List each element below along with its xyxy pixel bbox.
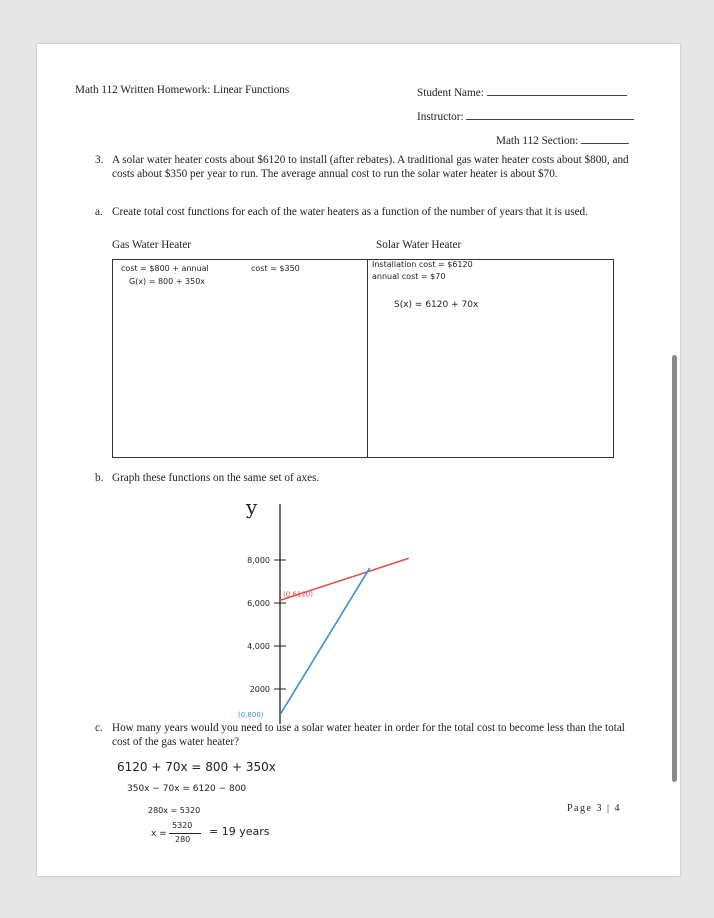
part-a-label: a. <box>95 206 103 218</box>
part-b-label: b. <box>95 472 104 484</box>
problem-text: A solar water heater costs about $6120 to install (after rebates). A traditional gas water heater costs about $800, and costs about $350 per year to run. The average annual cost to run the solar water heater is about $70. <box>112 154 629 180</box>
chart-labels <box>238 495 499 724</box>
y-tick-label: 2000 <box>249 685 270 694</box>
y-tick-label: 4,000 <box>247 642 270 651</box>
instructor-label: Instructor: <box>417 111 464 123</box>
solar-function: S(x) = 6120 + 70x <box>394 300 479 310</box>
vertical-scrollbar[interactable] <box>672 355 677 782</box>
solar-note-1: Installation cost = $6120 <box>372 260 473 269</box>
instructor-blank <box>466 108 634 120</box>
gas-function: G(x) = 800 + 350x <box>129 277 206 286</box>
cost-graph <box>37 494 680 724</box>
part-c-label: c. <box>95 722 103 734</box>
gas-note-1: cost = $800 + annual <box>121 264 209 273</box>
work-line-4-lhs: x = <box>151 829 167 839</box>
problem-number: 3. <box>95 154 104 166</box>
section-label: Math 112 Section: <box>496 135 579 147</box>
work-line-1: 6120 + 70x = 800 + 350x <box>117 760 276 774</box>
page-number: Page 3 | 4 <box>567 803 621 814</box>
student-name-field <box>417 84 627 101</box>
y-tick-label: 8,000 <box>247 556 270 565</box>
work-line-3: 280x = 5320 <box>148 806 201 815</box>
solar-note-2: annual cost = $70 <box>372 272 446 281</box>
student-name-blank <box>487 84 627 96</box>
work-line-4-rhs: = 19 years <box>209 825 270 838</box>
series-point-label-0: (0,6120) <box>283 590 313 599</box>
gas-note-2: cost = $350 <box>251 264 300 273</box>
chart-axes <box>274 504 470 724</box>
work-line-4-den: 280 <box>175 835 191 844</box>
course-title: Math 112 Written Homework: Linear Functions <box>75 84 290 96</box>
document-page <box>37 44 680 876</box>
y-tick-label: 6,000 <box>247 599 270 608</box>
answer-box <box>112 259 614 458</box>
gas-heading: Gas Water Heater <box>112 239 192 251</box>
answer-box-divider <box>367 259 368 458</box>
student-name-label: Student Name: <box>417 87 484 99</box>
instructor-field <box>417 108 634 125</box>
chart-series <box>280 558 409 715</box>
work-line-4-num: 5320 <box>172 821 193 830</box>
section-field <box>496 132 629 149</box>
fraction-bar <box>169 833 201 834</box>
part-b-text: Graph these functions on the same set of axes. <box>112 472 320 484</box>
work-line-2: 350x − 70x = 6120 − 800 <box>127 784 247 794</box>
section-blank <box>581 132 629 144</box>
series-point-label-1: (0,800) <box>238 710 264 719</box>
part-c-text: How many years would you need to use a solar water heater in order for the total cost to become less than the total cost of the gas water heater? <box>112 722 625 748</box>
solar-heading: Solar Water Heater <box>376 239 462 251</box>
y-axis-label: y <box>246 495 258 519</box>
part-a-text: Create total cost functions for each of the water heaters as a function of the number of years that it is used. <box>112 206 588 218</box>
